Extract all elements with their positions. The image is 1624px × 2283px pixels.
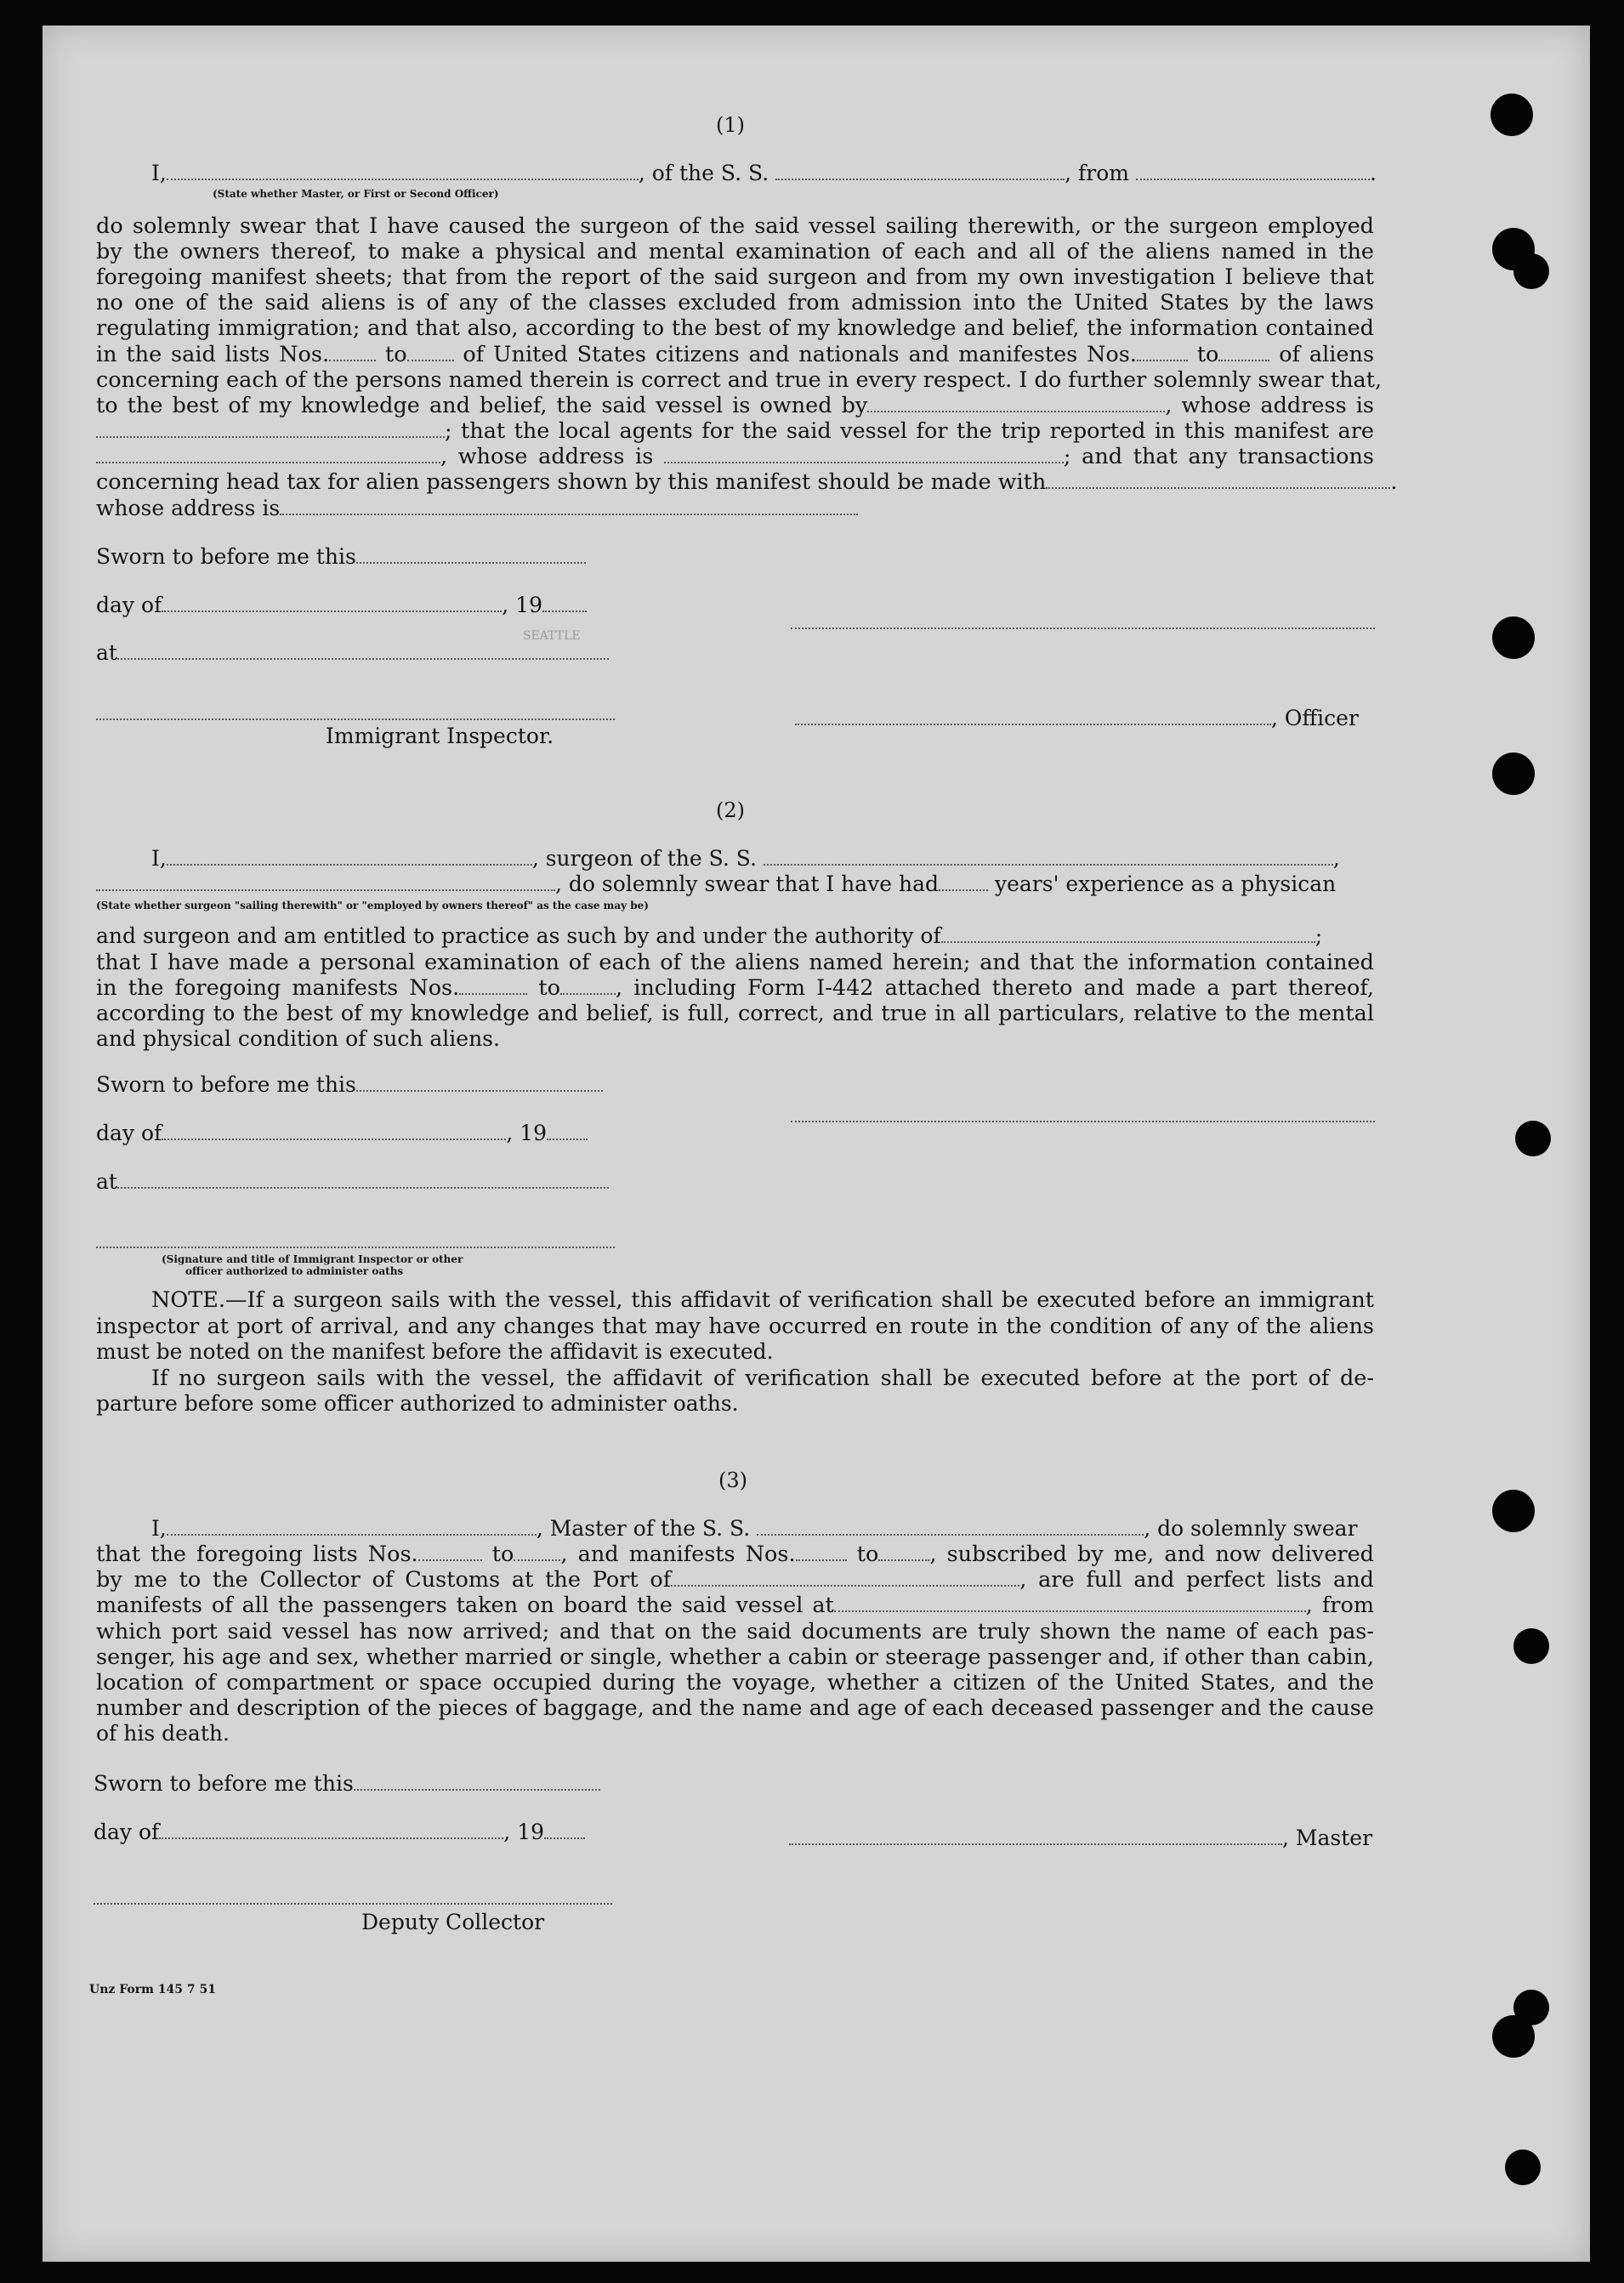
sworn-date-field[interactable]: [356, 1090, 603, 1092]
section-1-first-line: I, , of the S. S. , from .: [151, 161, 1377, 185]
binder-hole: [1505, 2150, 1541, 2185]
section-1-number: (1): [716, 113, 745, 137]
section-1-owner-line: to the best of my knowledge and belief, the said vessel is owned by , whose address is: [96, 393, 1374, 418]
section-1-address-line: whose address is: [96, 496, 858, 522]
note-paragraph-line: must be noted on the manifest before the affidavit is executed.: [96, 1339, 774, 1364]
day-of-field[interactable]: [162, 1139, 506, 1140]
section-3-body-line: number and description of the pieces of baggage, and the name and age of each deceased passenger and the cause: [96, 1695, 1374, 1721]
master-signature-row: , Master: [789, 1826, 1372, 1852]
binder-hole: [1515, 1121, 1551, 1156]
year-field[interactable]: [542, 611, 587, 612]
section-2-number: (2): [716, 798, 745, 822]
at-place-field[interactable]: [117, 1187, 609, 1189]
binder-hole: [1513, 1628, 1549, 1664]
section-1-agents-line: ; that the local agents for the said vessel for the trip reported in this manifest are: [96, 418, 1374, 445]
section-3-first-line: I, , Master of the S. S. , do solemnly swear: [151, 1516, 1358, 1541]
manifests-to-field[interactable]: [1218, 360, 1269, 361]
officer-rank-note: (State whether Master, or First or Second Officer): [213, 188, 499, 200]
deputy-collector-caption: Deputy Collector: [361, 1910, 545, 1934]
section-2-body-line: that I have made a personal examination of each of the aliens named herein; and that the information contained: [96, 950, 1374, 975]
signature-title-note-1: (Signature and title of Immigrant Inspector or other: [162, 1253, 463, 1265]
agents-address-field[interactable]: [664, 462, 1064, 463]
surgeon-status-field[interactable]: [96, 889, 555, 891]
lists-to-field[interactable]: [407, 360, 454, 361]
officer-signature-field[interactable]: [795, 724, 1271, 725]
section-2-body-line: according to the best of my knowledge and belief, is full, correct, and true in all particulars, relative to the mental: [96, 1001, 1374, 1026]
section-1-body-line: concerning each of the persons named therein is correct and true in every respect. I do further solemnly swear that,: [96, 367, 1383, 393]
officer-signature-line-1[interactable]: [791, 628, 1375, 629]
section-3-body-line: location of compartment or space occupied during the voyage, whether a citizen of the United States, and the: [96, 1670, 1374, 1695]
binder-hole: [1492, 752, 1535, 795]
section-3-day-line: day of , 19: [94, 1820, 585, 1846]
section-2-sworn-line: Sworn to before me this: [96, 1072, 603, 1099]
surgeon-vessel-field[interactable]: [764, 864, 1333, 866]
owner-field[interactable]: [867, 411, 1165, 412]
at-place-field[interactable]: [117, 658, 609, 660]
head-tax-party-field[interactable]: [1046, 487, 1390, 489]
day-of-field[interactable]: [162, 611, 502, 612]
binder-hole: [1492, 616, 1535, 659]
section-2-at-line: at: [96, 1169, 609, 1195]
section-1-sworn-line: Sworn to before me this: [96, 544, 586, 571]
note-paragraph-line: If no surgeon sails with the vessel, the affidavit of verification shall be executed before at the port of de-: [151, 1366, 1374, 1391]
section-1-day-line: day of , 19: [96, 593, 587, 619]
section-3-body-line: senger, his age and sex, whether married or single, whether a cabin or steerage passenger and, if other than cabin,: [96, 1644, 1374, 1670]
owner-address-field[interactable]: [96, 436, 445, 438]
inspector-signature-line[interactable]: [96, 718, 615, 720]
day-of-field[interactable]: [159, 1837, 503, 1839]
lists-from-field[interactable]: [329, 360, 376, 361]
binder-hole: [1513, 253, 1549, 289]
year-field[interactable]: [547, 1139, 588, 1140]
boarding-port-field[interactable]: [834, 1610, 1306, 1612]
section-3-number: (3): [718, 1468, 747, 1492]
officer-signature-row: , Officer: [795, 706, 1359, 732]
pronoun-i: I,: [151, 161, 167, 185]
section-1-body-line: by the owners thereof, to make a physical and mental examination of each and all of the aliens named in the: [96, 239, 1374, 264]
sworn-date-field[interactable]: [354, 1789, 600, 1791]
note-paragraph-line: NOTE.—If a surgeon sails with the vessel, this affidavit of verification shall be executed before an immigrant: [151, 1287, 1374, 1313]
section-3-boarded-line: manifests of all the passengers taken on board the said vessel at , from: [96, 1593, 1374, 1618]
from-port-field[interactable]: [1136, 179, 1370, 180]
officer-name-field[interactable]: [167, 179, 639, 180]
note-paragraph-line: inspector at port of arrival, and any changes that may have occurred en route in the condition of any of the aliens: [96, 1314, 1374, 1339]
vessel-name-field[interactable]: [775, 179, 1065, 180]
witness-signature-line[interactable]: [96, 1247, 615, 1248]
section-3-sworn-line: Sworn to before me this: [94, 1771, 600, 1797]
from-label: , from: [1065, 161, 1129, 185]
binder-hole: [1492, 1490, 1535, 1532]
master-vessel-field[interactable]: [757, 1534, 1144, 1536]
head-tax-address-field[interactable]: [280, 514, 858, 515]
surgeon-name-field[interactable]: [167, 864, 532, 866]
agents-field[interactable]: [96, 462, 440, 463]
binder-hole: [1513, 1990, 1549, 2025]
section-2-authority-line: and surgeon and am entitled to practice as such by and under the authority of ;: [96, 923, 1323, 948]
binder-hole: [1491, 94, 1533, 136]
section-2-manifests-line: in the foregoing manifests Nos. to , including Form I-442 attached thereto and made a part thereof,: [96, 975, 1374, 1001]
authority-field[interactable]: [941, 941, 1315, 943]
section-1-at-line: at: [96, 640, 609, 667]
form-number: Unz Form 145 7 51: [89, 1983, 216, 1996]
port-field[interactable]: [671, 1585, 1019, 1587]
section-1-body-line: no one of the said aliens is of any of the classes excluded from admission into the United States by the laws: [96, 290, 1374, 315]
master-manifests-to-field[interactable]: [878, 1559, 929, 1561]
section-1-lists-line: in the said lists Nos. to of United States citizens and nationals and manifestes Nos. to of aliens: [96, 342, 1375, 367]
master-lists-to-field[interactable]: [514, 1559, 560, 1561]
master-name-field[interactable]: [167, 1534, 537, 1536]
surgeon-manifests-to-field[interactable]: [560, 993, 616, 995]
section-2-body-line: and physical condition of such aliens.: [96, 1026, 500, 1051]
sworn-date-field[interactable]: [356, 562, 586, 564]
master-lists-from-field[interactable]: [418, 1559, 482, 1561]
section-1-head-tax-line: concerning head tax for alien passengers shown by this manifest should be made with .: [96, 469, 1398, 495]
section-1-body-line: do solemnly swear that I have caused the surgeon of the said vessel sailing therewith, or the surgeon employed: [96, 213, 1374, 239]
signature-title-note-2: officer authorized to administer oaths: [185, 1265, 404, 1277]
section-1-body-line: foregoing manifest sheets; that from the report of the said surgeon and from my own investigation I believe that: [96, 264, 1374, 290]
immigrant-inspector-caption: Immigrant Inspector.: [326, 724, 554, 748]
faint-stamp: SEATTLE: [523, 629, 581, 643]
section-3-body-line: of his death.: [96, 1721, 230, 1746]
master-signature-field[interactable]: [789, 1843, 1282, 1845]
manifests-from-field[interactable]: [1137, 360, 1188, 361]
master-manifests-from-field[interactable]: [796, 1559, 847, 1561]
section-2-day-line: day of , 19: [96, 1121, 588, 1147]
section-3-body-line: which port said vessel has now arrived; and that on the said documents are truly shown the name of each pas-: [96, 1619, 1374, 1644]
surgeon-manifests-from-field[interactable]: [459, 993, 527, 995]
note-paragraph-line: parture before some officer authorized to administer oaths.: [96, 1391, 739, 1416]
surgeon-status-note: (State whether surgeon "sailing therewith" or "employed by owners thereof" as the case may be): [96, 900, 649, 911]
year-field[interactable]: [544, 1837, 585, 1839]
years-experience-field[interactable]: [939, 889, 988, 891]
section-2-second-line: , do solemnly swear that I have had years' experience as a physican: [96, 872, 1336, 898]
section-1-body-line: regulating immigration; and that also, according to the best of my knowledge and belief, the information contained: [96, 315, 1374, 341]
section-1-agents-address-line: , whose address is ; and that any transactions: [96, 444, 1374, 470]
surgeon-signature-line[interactable]: [791, 1121, 1375, 1122]
section-3-lists-line: that the foregoing lists Nos. to , and manifests Nos. to , subscribed by me, and now delivered: [96, 1542, 1375, 1567]
deputy-collector-signature-line[interactable]: [94, 1903, 612, 1905]
section-2-first-line: I, , surgeon of the S. S. ,: [151, 846, 1340, 871]
section-3-port-line: by me to the Collector of Customs at the Port of , are full and perfect lists and: [96, 1567, 1374, 1593]
of-ss-label: , of the S. S.: [638, 161, 769, 185]
